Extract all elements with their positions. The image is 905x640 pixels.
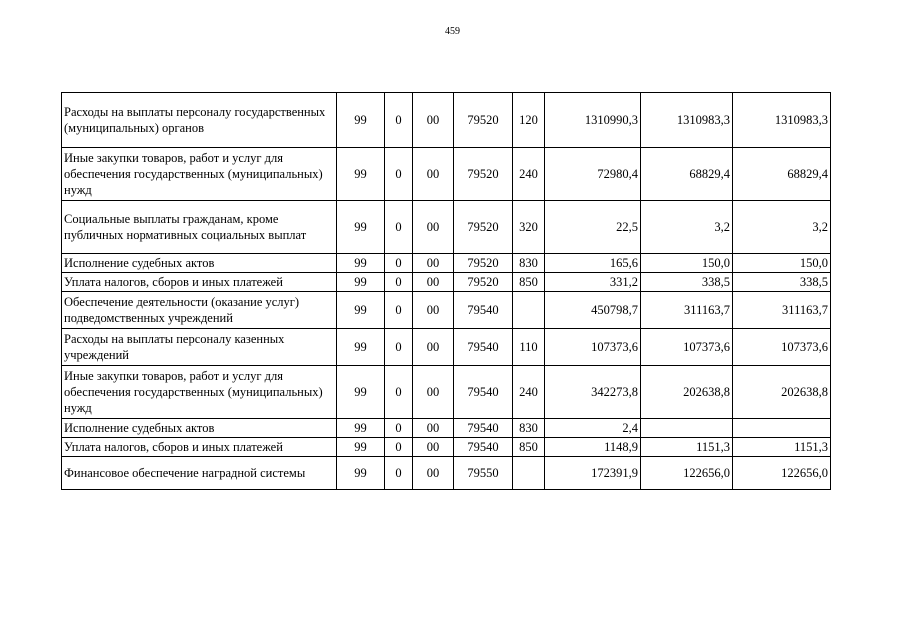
budget-table [61, 92, 831, 490]
row-name: Обеспечение деятельности (оказание услуг) подведомственных учреждений [62, 292, 337, 329]
value-3: 122656,0 [733, 457, 831, 490]
value-3: 338,5 [733, 273, 831, 292]
table-row [62, 292, 831, 329]
code-section: 99 [337, 438, 385, 457]
value-2: 107373,6 [641, 329, 733, 366]
code-subprogram: 0 [385, 457, 413, 490]
value-1: 165,6 [545, 254, 641, 273]
code-direction: 79540 [454, 366, 513, 419]
code-subprogram: 0 [385, 366, 413, 419]
code-expense-type: 240 [513, 366, 545, 419]
code-main: 00 [413, 457, 454, 490]
code-direction: 79540 [454, 438, 513, 457]
value-3: 3,2 [733, 201, 831, 254]
row-name: Социальные выплаты гражданам, кроме публичных нормативных социальных выплат [62, 201, 337, 254]
table-row [62, 93, 831, 148]
value-1: 72980,4 [545, 148, 641, 201]
code-expense-type: 110 [513, 329, 545, 366]
code-section: 99 [337, 93, 385, 148]
value-3: 68829,4 [733, 148, 831, 201]
value-1: 22,5 [545, 201, 641, 254]
code-main: 00 [413, 93, 454, 148]
code-expense-type: 830 [513, 419, 545, 438]
table-row [62, 438, 831, 457]
row-name: Иные закупки товаров, работ и услуг для обеспечения государственных (муниципальных) нужд [62, 366, 337, 419]
code-subprogram: 0 [385, 419, 413, 438]
row-name: Исполнение судебных актов [62, 254, 337, 273]
code-expense-type: 830 [513, 254, 545, 273]
code-main: 00 [413, 254, 454, 273]
row-name: Уплата налогов, сборов и иных платежей [62, 273, 337, 292]
code-section: 99 [337, 254, 385, 273]
row-name: Финансовое обеспечение наградной системы [62, 457, 337, 490]
code-main: 00 [413, 419, 454, 438]
code-main: 00 [413, 201, 454, 254]
table-row [62, 273, 831, 292]
row-name: Уплата налогов, сборов и иных платежей [62, 438, 337, 457]
code-section: 99 [337, 329, 385, 366]
table-row [62, 457, 831, 490]
code-main: 00 [413, 366, 454, 419]
value-1: 342273,8 [545, 366, 641, 419]
value-3: 311163,7 [733, 292, 831, 329]
value-2: 338,5 [641, 273, 733, 292]
code-subprogram: 0 [385, 201, 413, 254]
value-2: 1310983,3 [641, 93, 733, 148]
code-expense-type: 850 [513, 273, 545, 292]
code-section: 99 [337, 366, 385, 419]
code-subprogram: 0 [385, 93, 413, 148]
code-main: 00 [413, 292, 454, 329]
code-main: 00 [413, 329, 454, 366]
value-1: 172391,9 [545, 457, 641, 490]
value-1: 1148,9 [545, 438, 641, 457]
code-expense-type: 240 [513, 148, 545, 201]
code-expense-type [513, 292, 545, 329]
code-subprogram: 0 [385, 438, 413, 457]
value-1: 331,2 [545, 273, 641, 292]
code-main: 00 [413, 438, 454, 457]
value-2: 122656,0 [641, 457, 733, 490]
code-expense-type: 850 [513, 438, 545, 457]
table-row [62, 254, 831, 273]
code-direction: 79520 [454, 273, 513, 292]
code-expense-type [513, 457, 545, 490]
value-1: 450798,7 [545, 292, 641, 329]
value-2: 3,2 [641, 201, 733, 254]
code-section: 99 [337, 273, 385, 292]
code-section: 99 [337, 292, 385, 329]
code-subprogram: 0 [385, 148, 413, 201]
value-2: 150,0 [641, 254, 733, 273]
table-row [62, 148, 831, 201]
value-3: 107373,6 [733, 329, 831, 366]
value-1: 2,4 [545, 419, 641, 438]
value-3: 1151,3 [733, 438, 831, 457]
code-subprogram: 0 [385, 292, 413, 329]
code-direction: 79520 [454, 148, 513, 201]
value-3: 150,0 [733, 254, 831, 273]
code-direction: 79540 [454, 292, 513, 329]
table-row [62, 329, 831, 366]
value-1: 107373,6 [545, 329, 641, 366]
code-section: 99 [337, 419, 385, 438]
code-direction: 79520 [454, 254, 513, 273]
code-direction: 79520 [454, 201, 513, 254]
row-name: Исполнение судебных актов [62, 419, 337, 438]
code-subprogram: 0 [385, 254, 413, 273]
value-2: 202638,8 [641, 366, 733, 419]
code-main: 00 [413, 148, 454, 201]
code-main: 00 [413, 273, 454, 292]
table-row [62, 201, 831, 254]
value-2: 68829,4 [641, 148, 733, 201]
value-2 [641, 419, 733, 438]
value-2: 1151,3 [641, 438, 733, 457]
value-3: 1310983,3 [733, 93, 831, 148]
code-expense-type: 120 [513, 93, 545, 148]
value-3: 202638,8 [733, 366, 831, 419]
code-expense-type: 320 [513, 201, 545, 254]
row-name: Расходы на выплаты персоналу казенных учреждений [62, 329, 337, 366]
code-direction: 79520 [454, 93, 513, 148]
table-row [62, 366, 831, 419]
table-row [62, 419, 831, 438]
row-name: Расходы на выплаты персоналу государственных (муниципальных) органов [62, 93, 337, 148]
code-section: 99 [337, 148, 385, 201]
code-direction: 79550 [454, 457, 513, 490]
value-1: 1310990,3 [545, 93, 641, 148]
row-name: Иные закупки товаров, работ и услуг для обеспечения государственных (муниципальных) нужд [62, 148, 337, 201]
page-number: 459 [445, 26, 460, 37]
code-section: 99 [337, 457, 385, 490]
code-subprogram: 0 [385, 329, 413, 366]
code-direction: 79540 [454, 329, 513, 366]
code-direction: 79540 [454, 419, 513, 438]
code-section: 99 [337, 201, 385, 254]
value-3 [733, 419, 831, 438]
code-subprogram: 0 [385, 273, 413, 292]
value-2: 311163,7 [641, 292, 733, 329]
